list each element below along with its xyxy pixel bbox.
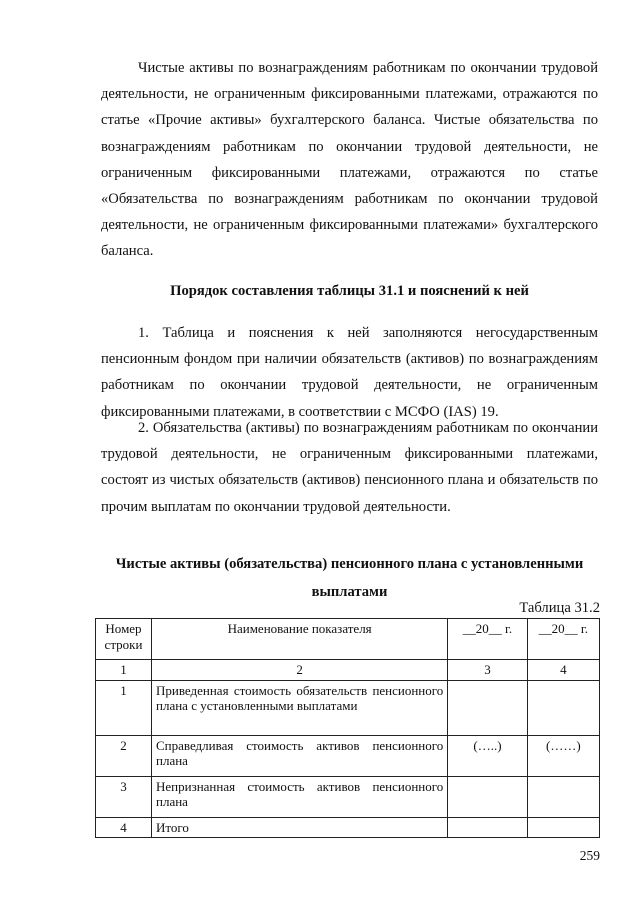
row-name: Приведенная стоимость обязательств пенсионного плана с установленными выплатами xyxy=(152,680,448,735)
section-heading: Порядок составления таблицы 31.1 и пояснений к ней xyxy=(170,283,529,299)
header-row-number: Номер строки xyxy=(96,619,152,660)
row-value-year-2 xyxy=(527,817,599,838)
row-number: 2 xyxy=(96,735,152,776)
row-value-year-1 xyxy=(448,817,527,838)
column-number: 2 xyxy=(152,660,448,681)
row-value-year-1 xyxy=(448,776,527,817)
row-value-year-2 xyxy=(527,680,599,735)
column-number: 1 xyxy=(96,660,152,681)
header-year-2: __20__ г. xyxy=(527,619,599,660)
table-row xyxy=(96,680,600,735)
column-number-row xyxy=(96,660,600,681)
row-name: Справедливая стоимость активов пенсионного плана xyxy=(152,735,448,776)
row-value-year-2: (……) xyxy=(527,735,599,776)
pension-plan-table xyxy=(95,618,600,838)
paragraph-net-assets: Чистые активы по вознаграждениям работникам по окончании трудовой деятельности, не ограниченным фиксированными платежами, отражаются по статье «Прочие активы» бухгалтерского баланса. Чистые обязательства по вознаграждениям работникам по окончании трудовой деятельности, не ограниченным фиксированными платежами, отражаются по статье «Обязательства по вознаграждениям работникам по окончании трудовой деятельности, не ограниченным фиксированными платежами» бухгалтерского баланса. xyxy=(101,60,598,260)
table-label: Таблица 31.2 xyxy=(519,600,600,616)
page-number: 259 xyxy=(579,848,600,863)
row-number: 3 xyxy=(96,776,152,817)
column-number: 3 xyxy=(448,660,527,681)
header-indicator-name: Наименование показателя xyxy=(152,619,448,660)
paragraph-item-1: 1. Таблица и пояснения к ней заполняются негосударственным пенсионным фондом при наличии обязательств (активов) по вознаграждениям работникам по окончании трудовой деятельности, не ограниченным фиксированными платежами, в соответствии с МСФО (IAS) 19. xyxy=(101,325,598,420)
table-header-row xyxy=(96,619,600,660)
row-name: Непризнанная стоимость активов пенсионного плана xyxy=(152,776,448,817)
table-row xyxy=(96,735,600,776)
column-number: 4 xyxy=(527,660,599,681)
row-number: 1 xyxy=(96,680,152,735)
table-row xyxy=(96,776,600,817)
row-value-year-1 xyxy=(448,680,527,735)
row-number: 4 xyxy=(96,817,152,838)
header-year-1: __20__ г. xyxy=(448,619,527,660)
row-value-year-1: (…..) xyxy=(448,735,527,776)
table-title: Чистые активы (обязательства) пенсионного плана с установленными выплатами xyxy=(115,556,584,600)
paragraph-item-2: 2. Обязательства (активы) по вознаграждениям работникам по окончании трудовой деятельности, не ограниченным фиксированными платежами, состоят из чистых обязательств (активов) пенсионного плана и обязательств по прочим выплатам по окончании трудовой деятельности. xyxy=(101,420,598,515)
row-value-year-2 xyxy=(527,776,599,817)
table-row xyxy=(96,817,600,838)
row-name: Итого xyxy=(152,817,448,838)
